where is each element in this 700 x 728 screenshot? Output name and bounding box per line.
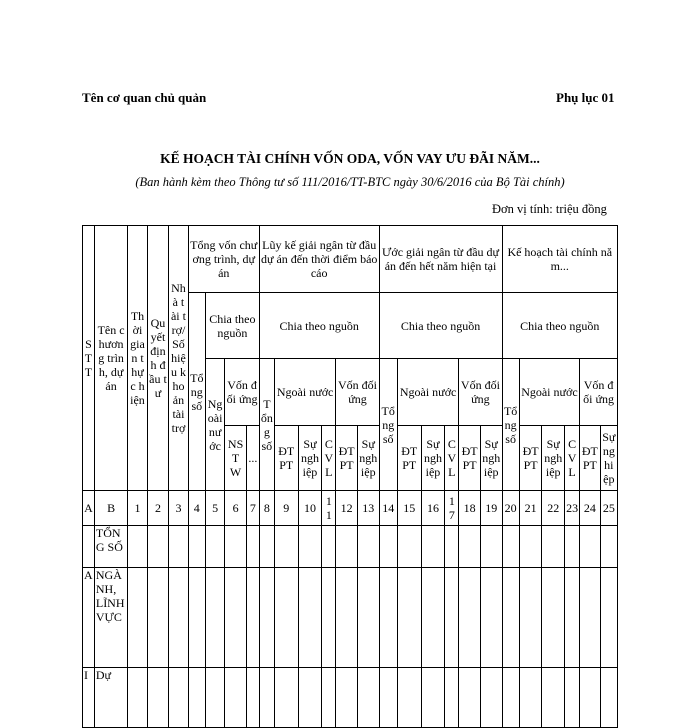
index-cell: 21 xyxy=(519,491,542,526)
capital-counterpart-header: Vốn đối ứng xyxy=(225,359,260,426)
estimate-counter-career-header: Sự nghiệp xyxy=(480,426,502,491)
index-cell: A xyxy=(83,491,95,526)
row-sector-code: A xyxy=(83,568,95,668)
index-cell: 17 xyxy=(445,491,459,526)
col-decision-header: Quyết định đầu tư xyxy=(147,226,169,491)
index-cell: B xyxy=(94,491,127,526)
capital-foreign-header: Ngoài nước xyxy=(205,359,224,491)
index-cell: 16 xyxy=(421,491,445,526)
col-stt-header: STT xyxy=(83,226,95,491)
accumulated-counter-career-header: Sự nghiệp xyxy=(357,426,379,491)
index-cell: 7 xyxy=(246,491,259,526)
index-cell: 22 xyxy=(542,491,565,526)
plan-split-header: Chia theo nguồn xyxy=(502,293,617,359)
index-row xyxy=(83,491,618,526)
accumulated-foreign-header: Ngoài nước xyxy=(274,359,335,426)
index-cell: 3 xyxy=(169,491,188,526)
plan-counterpart-header: Vốn đối ứng xyxy=(580,359,618,426)
group-estimate-header: Ước giải ngân từ đầu dự án đến hết năm hiện tại xyxy=(379,226,502,293)
estimate-counter-dtpt-header: ĐT PT xyxy=(459,426,481,491)
row-sector-label: NGÀNH, LĨNH VỰC xyxy=(94,568,127,668)
index-cell: 9 xyxy=(274,491,298,526)
index-cell: 1 xyxy=(128,491,147,526)
table-row-total xyxy=(83,526,618,568)
index-cell: 8 xyxy=(259,491,274,526)
index-cell: 20 xyxy=(502,491,519,526)
col-name-header: Tên chương trình, dự án xyxy=(94,226,127,491)
plan-career-header: Sự nghiệp xyxy=(542,426,565,491)
estimate-foreign-header: Ngoài nước xyxy=(397,359,458,426)
estimate-career-header: Sự nghiệp xyxy=(421,426,445,491)
index-cell: 24 xyxy=(580,491,600,526)
document-title: KẾ HOẠCH TÀI CHÍNH VỐN ODA, VỐN VAY ƯU ĐÃI NĂM... xyxy=(160,151,540,166)
plan-total-header: Tổng số xyxy=(502,359,519,491)
capital-other-header: ... xyxy=(246,426,259,491)
index-cell: 12 xyxy=(336,491,358,526)
accumulated-cvl-header: CVL xyxy=(322,426,336,491)
agency-name: Tên cơ quan chủ quản xyxy=(82,90,207,105)
group-accumulated-header: Lũy kế giải ngân từ đầu dự án đến thời điểm báo cáo xyxy=(259,226,379,293)
accumulated-total-header: Tổng số xyxy=(259,359,274,491)
unit-label: Đơn vị tính: triệu đồng xyxy=(492,202,607,216)
index-cell: 4 xyxy=(188,491,205,526)
accumulated-split-header: Chia theo nguồn xyxy=(259,293,379,359)
row-project-code: I xyxy=(83,668,95,728)
index-cell: 13 xyxy=(357,491,379,526)
plan-counter-dtpt-header: ĐT PT xyxy=(580,426,600,491)
index-cell: 14 xyxy=(379,491,397,526)
finance-plan-table xyxy=(82,225,618,728)
row-project-label: Dự xyxy=(94,668,127,728)
document-subtitle: (Ban hành kèm theo Thông tư số 111/2016/TT-BTC ngày 30/6/2016 của Bộ Tài chính) xyxy=(135,175,565,189)
accumulated-counter-dtpt-header: ĐT PT xyxy=(336,426,358,491)
accumulated-dtpt-header: ĐT PT xyxy=(274,426,298,491)
index-cell: 11 xyxy=(322,491,336,526)
index-cell: 23 xyxy=(565,491,580,526)
index-cell: 19 xyxy=(480,491,502,526)
index-cell: 6 xyxy=(225,491,247,526)
col-donor-header: Nhà tài trợ/ Số hiệu khoản tài trợ xyxy=(169,226,188,491)
index-cell: 25 xyxy=(600,491,617,526)
index-cell: 10 xyxy=(298,491,322,526)
estimate-cvl-header: CVL xyxy=(445,426,459,491)
index-cell: 18 xyxy=(459,491,481,526)
plan-counter-career-header: Sự nghiệp xyxy=(600,426,617,491)
accumulated-career-header: Sự nghiệp xyxy=(298,426,322,491)
appendix-label: Phụ lục 01 xyxy=(556,90,615,105)
row-total-label: TỔNG SỐ xyxy=(94,526,127,568)
group-total-capital-header: Tổng vốn chương trình, dự án xyxy=(188,226,259,293)
table-row-sector xyxy=(83,568,618,668)
index-cell: 15 xyxy=(397,491,421,526)
group-plan-header: Kế hoạch tài chính năm... xyxy=(502,226,617,293)
index-cell: 2 xyxy=(147,491,169,526)
index-cell: 5 xyxy=(205,491,224,526)
plan-dtpt-header: ĐT PT xyxy=(519,426,542,491)
capital-total-header: Tổng số xyxy=(188,293,205,491)
table-row-project xyxy=(83,668,618,728)
estimate-total-header: Tổng số xyxy=(379,359,397,491)
header-row-1 xyxy=(83,226,618,293)
plan-foreign-header: Ngoài nước xyxy=(519,359,579,426)
plan-cvl-header: CVL xyxy=(565,426,580,491)
estimate-dtpt-header: ĐT PT xyxy=(397,426,421,491)
col-time-header: Thời gian thực hiện xyxy=(128,226,147,491)
estimate-split-header: Chia theo nguồn xyxy=(379,293,502,359)
capital-split-header: Chia theo nguồn xyxy=(205,293,259,359)
accumulated-counterpart-header: Vốn đối ứng xyxy=(336,359,379,426)
estimate-counterpart-header: Vốn đối ứng xyxy=(459,359,502,426)
capital-nstw-header: NSTW xyxy=(225,426,247,491)
